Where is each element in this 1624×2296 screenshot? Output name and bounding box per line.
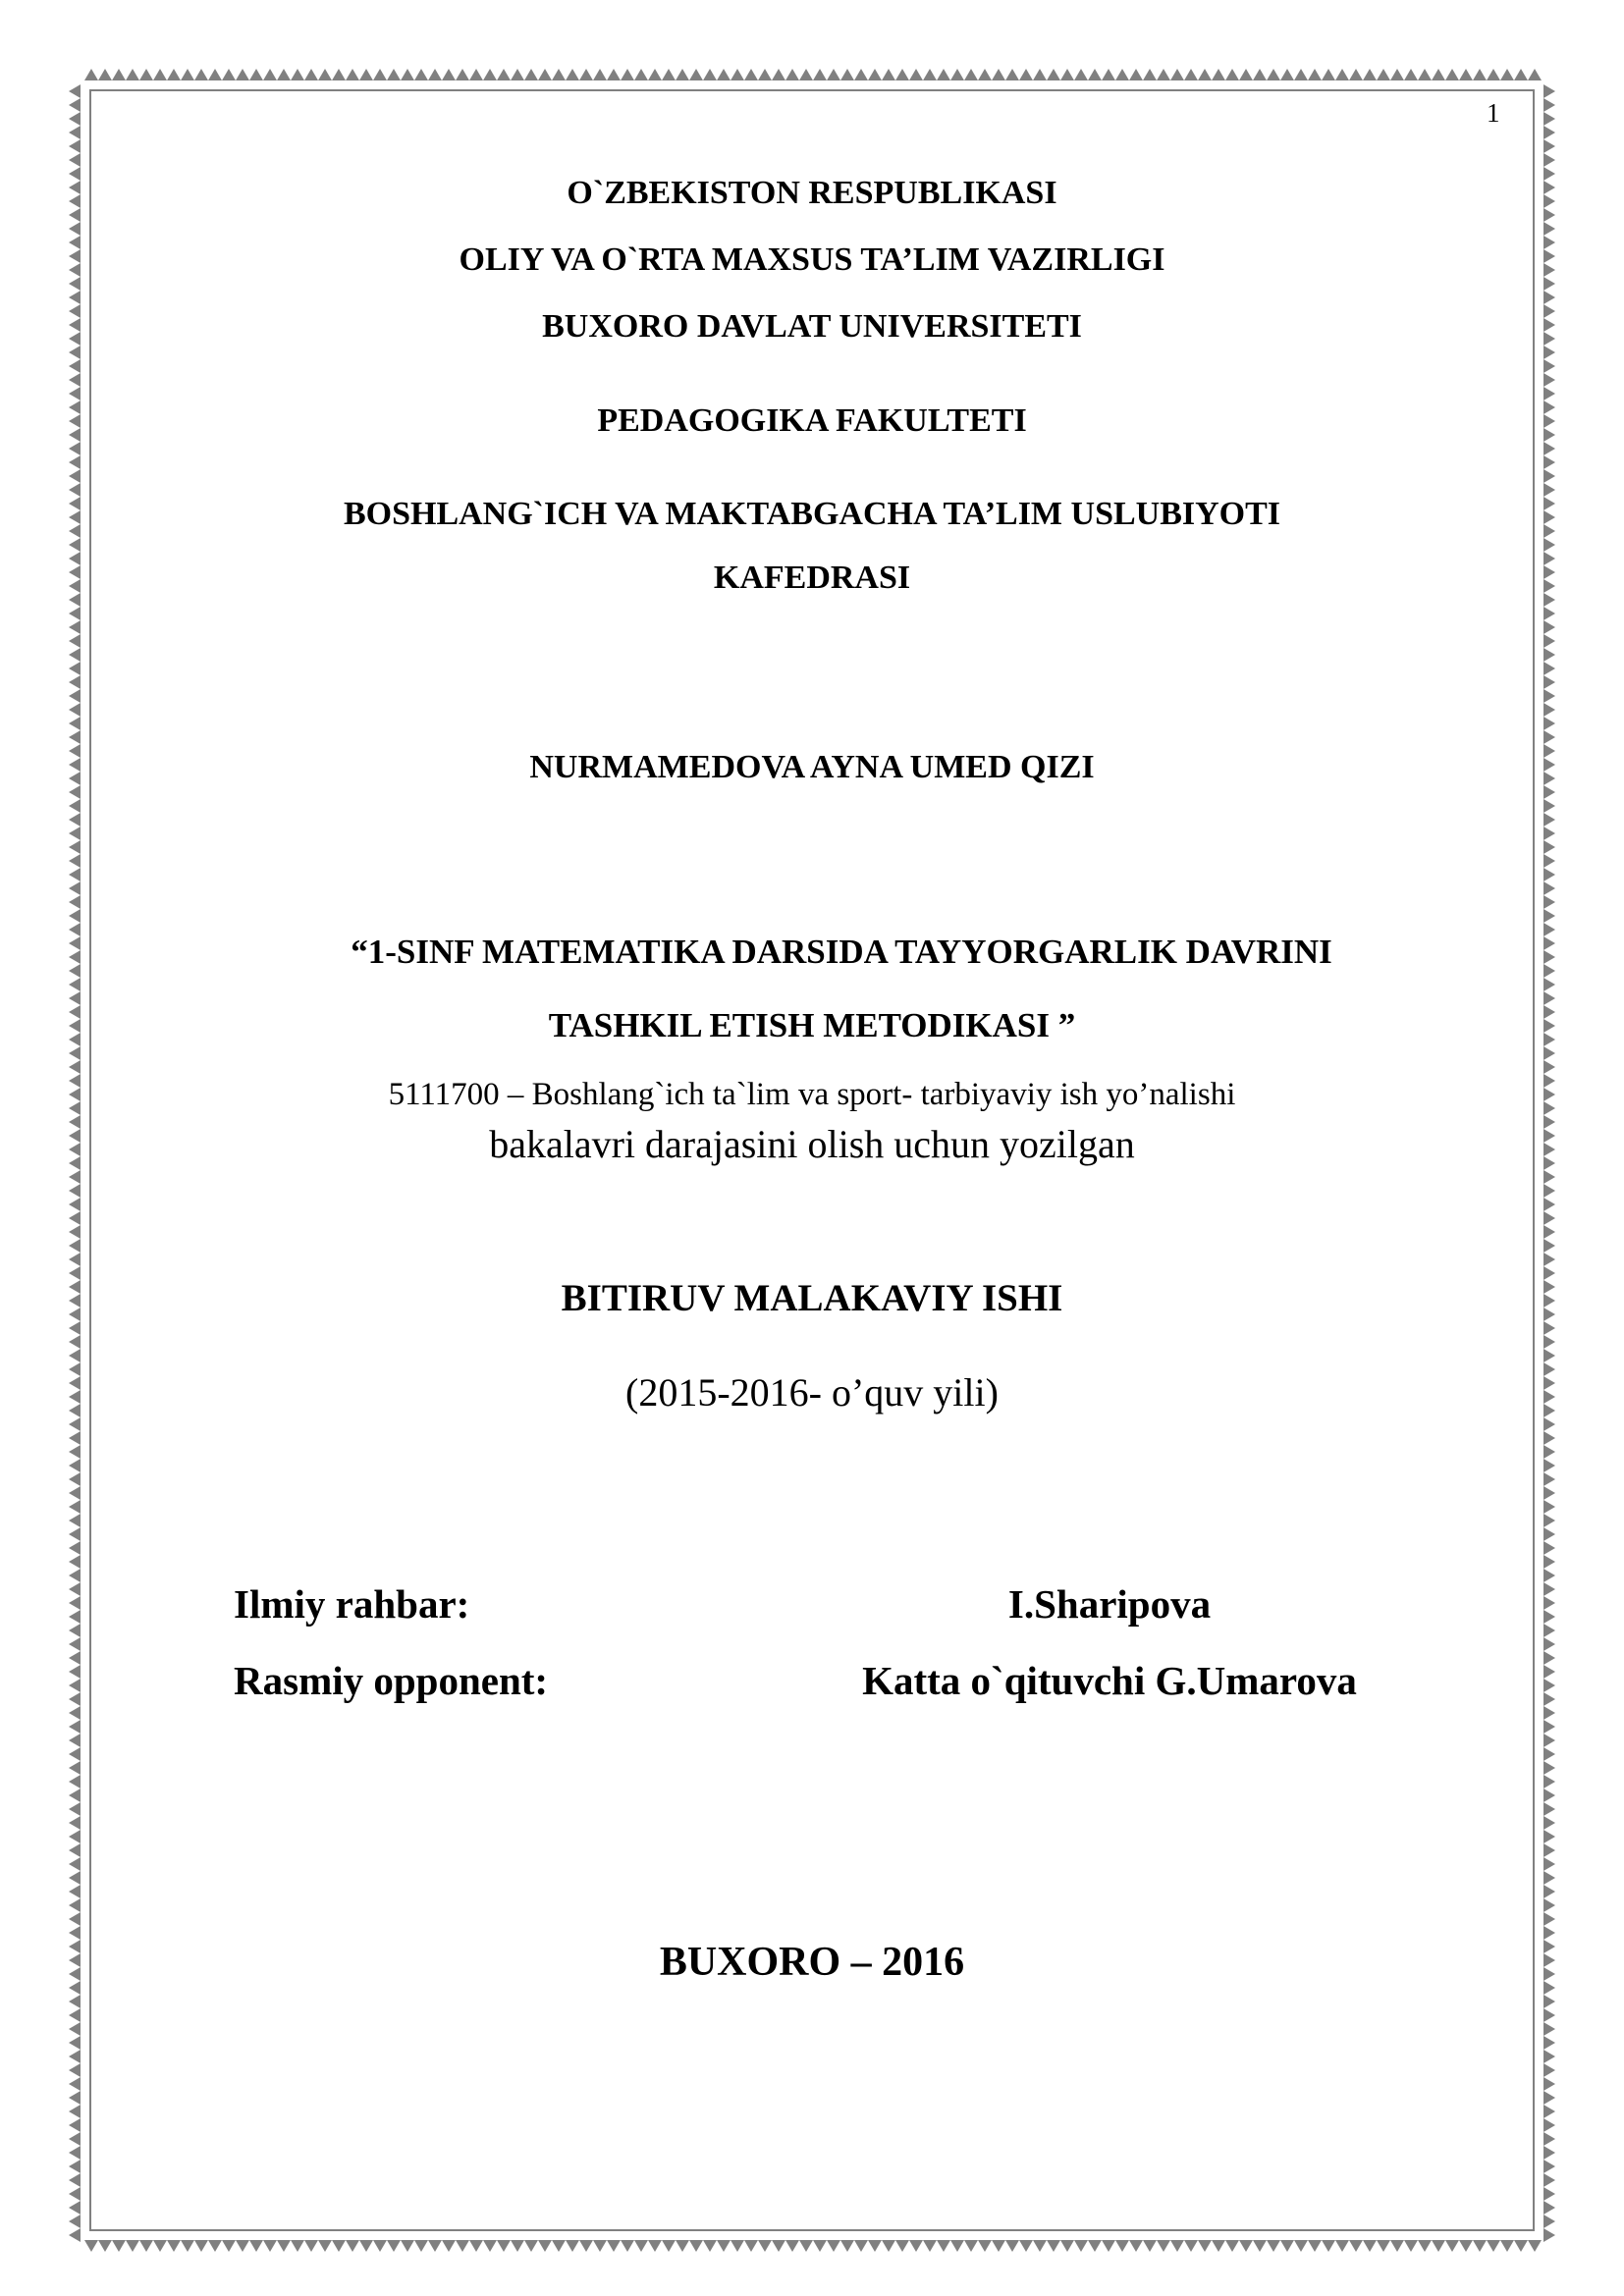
page-number: 1	[1487, 98, 1500, 128]
opponent-name: Katta o`qituvchi G.Umarova	[862, 1658, 1357, 1703]
supervisor-name: I.Sharipova	[1007, 1581, 1212, 1627]
specialty-line1: 5111700 – Boshlang`ich ta`lim va sport- tarbiyaviy ish yo’nalishi	[388, 1077, 1236, 1112]
university-heading: BUXORO DAVLAT UNIVERSITETI	[542, 308, 1082, 345]
department-heading-line1: BOSHLANG`ICH VA MAKTABGACHA TA’LIM USLUBIYOTI	[343, 496, 1281, 532]
ministry-heading: OLIY VA O`RTA MAXSUS TA’LIM VAZIRLIGI	[459, 241, 1165, 278]
work-type-title: BITIRUV MALAKAVIY ISHI	[561, 1277, 1063, 1319]
academic-year: (2015-2016- o’quv yili)	[625, 1370, 999, 1415]
city-year-footer: BUXORO – 2016	[659, 1940, 965, 1985]
faculty-heading: PEDAGOGIKA FAKULTETI	[597, 402, 1027, 439]
author-name: NURMAMEDOVA AYNA UMED QIZI	[529, 749, 1095, 785]
opponent-label: Rasmiy opponent:	[234, 1658, 549, 1703]
country-heading: O`ZBEKISTON RESPUBLIKASI	[567, 175, 1057, 211]
topic-title-line1: “1-SINF MATEMATIKA DARSIDA TAYYORGARLIK DAVRINI	[351, 933, 1332, 971]
supervisor-label: Ilmiy rahbar:	[234, 1581, 470, 1627]
specialty-line2: bakalavri darajasini olish uchun yozilgan	[489, 1122, 1135, 1166]
department-heading-line2: KAFEDRASI	[713, 560, 911, 596]
topic-title-line2: TASHKIL ETISH METODIKASI ”	[548, 1006, 1076, 1044]
